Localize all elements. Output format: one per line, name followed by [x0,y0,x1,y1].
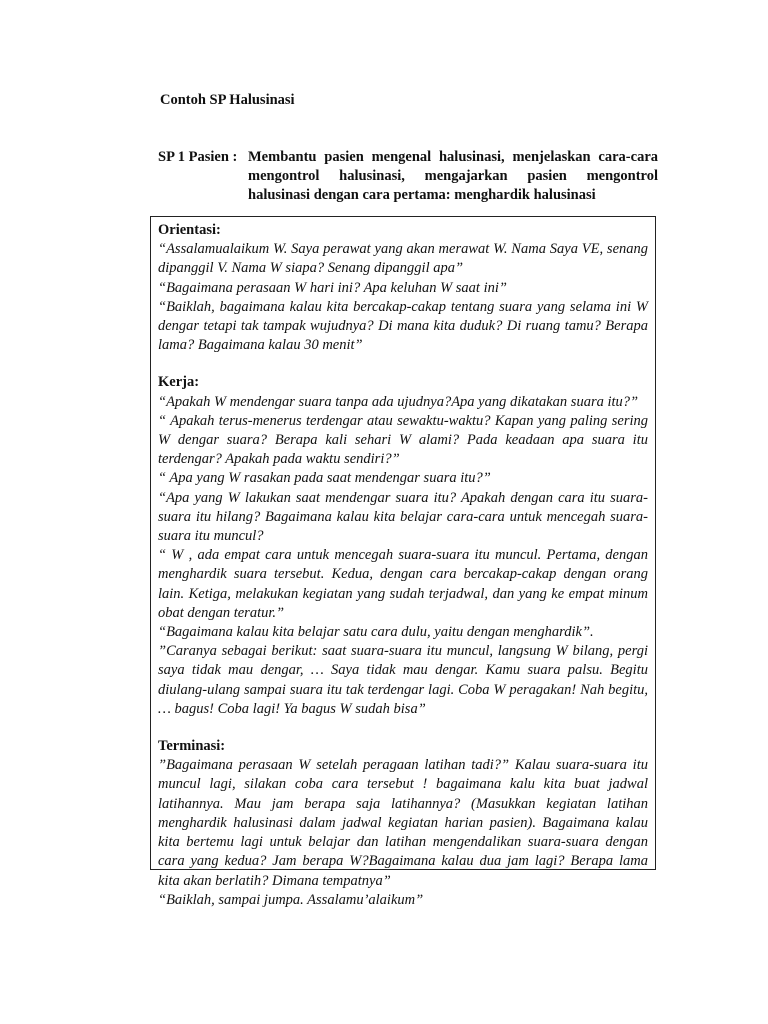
section-kerja [158,373,648,719]
dialog-line: ”Caranya sebagai berikut: saat suara-suara itu muncul, langsung W bilang, pergi saya tidak mau dengar, … Saya tidak mau dengar. Kamu suara palsu. Begitu diulang-ulang sampai suara itu tak terdengar lagi. Coba W peragakan! Nah begitu, … bagus! Coba lagi! Ya bagus W sudah bisa” [158,643,648,717]
dialog-line: “ Apakah terus-menerus terdengar atau sewaktu-waktu? Kapan yang paling sering W dengar suara? Berapa kali sehari W alami? Pada keadaan apa suara itu terdengar? Apakah pada waktu sendiri?” [158,412,648,468]
dialog-line: “Bagaimana kalau kita belajar satu cara dulu, yaitu dengan menghardik”. [158,624,594,641]
sp-header [158,148,658,205]
section-heading-terminasi: Terminasi: [158,738,226,755]
document-title: Contoh SP Halusinasi [160,92,295,108]
dialog-line: “ Apa yang W rasakan pada saat mendengar suara itu?” [158,470,491,487]
sp-description: Membantu pasien mengenal halusinasi, menjelaskan cara-cara mengontrol halusinasi, mengajarkan pasien mengontrol halusinasi dengan cara pertama: menghardik halusinasi [248,149,658,203]
dialog-line: ”Bagaimana perasaan W setelah peragaan latihan tadi?” Kalau suara-suara itu muncul lagi, silakan coba cara tersebut ! bagaimana kalu kita buat jadwal latihannya. Mau jam berapa saja latihannya? (Masukkan kegiatan latihan menghardik halusinasi dalam jadwal kegiatan harian pasien). Bagaimana kalau kita bertemu lagi untuk belajar dan latihan mengendalikan suara-suara dengan cara yang kedua? Jam berapa W?Bagaimana kalau dua jam lagi? Berapa lama kita akan berlatih? Dimana tempatnya” [158,757,648,889]
dialog-line: “Apakah W mendengar suara tanpa ada ujudnya?Apa yang dikatakan suara itu?” [158,393,639,410]
sp-label: SP 1 Pasien : [158,149,238,165]
dialog-line: “Bagaimana perasaan W hari ini? Apa keluhan W saat ini” [158,279,507,296]
dialog-line: “Baiklah, sampai jumpa. Assalamu’alaikum” [158,891,424,908]
section-orientasi [158,221,648,355]
dialog-line: “Apa yang W lakukan saat mendengar suara itu? Apakah dengan cara itu suara-suara itu hilang? Bagaimana kalau kita belajar cara-cara untuk mencegah suara-suara itu muncul? [158,489,648,545]
section-terminasi [158,737,648,910]
dialog-line: “Baiklah, bagaimana kalau kita bercakap-cakap tentang suara yang selama ini W dengar tetapi tak tampak wujudnya? Di mana kita duduk? Di ruang tamu? Berapa lama? Bagaimana kalau 30 menit” [158,298,648,354]
dialog-box [150,216,656,908]
dialog-line: “Assalamualaikum W. Saya perawat yang akan merawat W. Nama Saya VE, senang dipanggil V. Nama W siapa? Senang dipanggil apa” [158,241,648,277]
dialog-line: “ W , ada empat cara untuk mencegah suara-suara itu muncul. Pertama, dengan menghardik suara tersebut. Kedua, dengan cara bercakap-cakap dengan orang lain. Ketiga, melakukan kegiatan yang sudah terjadwal, dan yang ke empat minum obat dengan teratur.” [158,547,648,621]
section-heading-kerja: Kerja: [158,374,200,391]
section-heading-orientasi: Orientasi: [158,222,221,238]
